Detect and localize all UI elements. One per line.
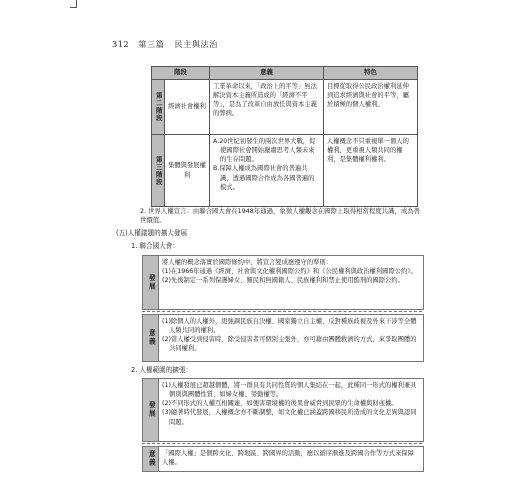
box-label: 發展 (143, 256, 159, 309)
stage-feature: 人權概念不只重視單一個人的權利，更重視人類共同的權利，是集體權利權利。 (324, 135, 418, 207)
stage-cell: 第三階段 (152, 135, 165, 207)
header-feature: 特色 (324, 67, 418, 80)
subsection-heading: 2. 人權範圍的擴張： (131, 366, 193, 374)
subsection-heading: 1. 聯合國大會： (131, 242, 179, 250)
stage-meaning (210, 80, 324, 135)
box-label: 意義 (143, 447, 159, 471)
box-line: (2)當人權受到侵害時，除受侵害者可個別主張外，亦可藉由團體救濟的方式，來爭取團體的共同權利。 (162, 336, 417, 353)
page-number: 312 (112, 39, 130, 49)
info-box-meaning (142, 314, 424, 362)
box-line: (1)人權發展已超越個體，將一群具有共同性質的個人集結在一起，此種同一形式的權利兼具個別與團體性質，如婦女權、勞動權等。 (162, 382, 417, 399)
box-line: (1)除個人的人權外，更強調民族自決權、國家獨立自主權、反對種族歧視及外來干涉等全體人類共同的權利。 (162, 318, 417, 335)
stage-table (151, 66, 418, 207)
box-body (159, 315, 423, 361)
table-row (152, 135, 418, 207)
crop-mark (70, 0, 77, 8)
stage-feature: 目標從取得公民政治權利延伸到追求經濟與社會的平等，屬於積極的個人權利。 (324, 80, 418, 135)
box-line: (1)在1966年通過《經濟、社會與文化權利國際公約》和《公民權利與政治權利國際公約》。 (162, 268, 417, 276)
meaning-line: B.保障人權成為國際社會的普遍共識，透過國際合作成為各國普遍的模式。 (213, 165, 315, 191)
box-line: 「國際人權」是個跨文化、跨地區、跨國界的活動，應以循序漸進及跨國合作等方式來保障人權。 (162, 450, 414, 467)
chapter-title: 民主與法治 (174, 39, 218, 49)
info-box-development (142, 255, 424, 310)
stage-name: 集體與發展權利 (165, 135, 210, 207)
paragraph-udhr: 2. 世界人權宣言：由聯合國大會在1948年通過，象徵人權觀念在國際上取得相當程度共識，成為普世價值。 (140, 207, 421, 225)
box-line: (3)隨著時代發展，人權概念亦不斷調整，如文化權已涵蓋跨國移民所造成的文化差異與認同問題。 (162, 409, 417, 426)
box-label: 意義 (143, 315, 159, 361)
section-heading: (五)人權議題的擴大發展 (116, 229, 188, 237)
divider (142, 311, 422, 312)
box-label: 發展 (143, 379, 159, 441)
box-line: (2)不同形式的人權互相關連，如便害環境權的後果會威脅到民眾的生命權與財產權。 (162, 400, 398, 408)
table-row (152, 80, 418, 135)
stage-name: 經濟社會權利 (165, 80, 210, 135)
page-header (112, 39, 218, 51)
box-line: 將人權的概念落實於國際條約中，將宣言變成應遵守的準則： (162, 259, 333, 266)
table-header-row (152, 67, 418, 80)
stage-meaning (210, 135, 324, 207)
header-stage: 階段 (152, 67, 210, 80)
box-body (159, 256, 423, 309)
box-body (159, 447, 423, 471)
box-line: (2)先後制定一系列保護婦女、難民和無國籍人、民族權利和禁止使用酷刑的國際公約。 (162, 277, 404, 285)
box-body (159, 379, 423, 441)
meaning-line: 工業革命以來，「政治上的平等」無法解決資本主義所造成的「經濟不平等」，是為了改革自由放任與資本主義的弊病。 (213, 83, 317, 118)
header-meaning: 意義 (210, 67, 324, 80)
divider (142, 443, 422, 444)
stage-cell: 第二階段 (152, 80, 165, 135)
chapter-label: 第三篇 (138, 39, 165, 49)
meaning-line: A.20世紀初發生的兩次世界大戰，促使國際社會開始嚴肅思考人類未來的生存問題。 (213, 138, 316, 164)
info-box-development (142, 378, 424, 442)
info-box-meaning (142, 446, 424, 472)
